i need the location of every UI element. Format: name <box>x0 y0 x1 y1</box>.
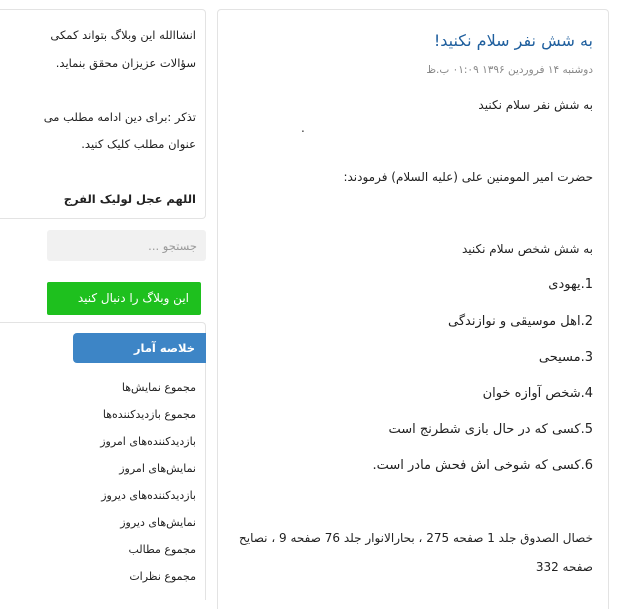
stat-item: مجموع نظرات <box>129 570 196 583</box>
post-line: به شش شخص سلام نکنید <box>461 242 593 256</box>
post-line: خصال الصدوق جلد 1 صفحه 275 ، بحارالانوار جلد 76 صفحه 9 ، نصایح <box>239 531 593 545</box>
about-line: اللهم عجل لولیک الفرج <box>63 192 196 206</box>
stat-item: بازدیدکننده‌های امروز <box>100 435 196 448</box>
post-line: به شش نفر سلام نکنید <box>478 98 593 112</box>
post-line: صفحه 332 <box>535 560 593 574</box>
stat-item: مجموع مطالب <box>128 543 196 556</box>
stats-box <box>0 322 206 600</box>
post-line: 5.کسی که در حال بازی شطرنج است <box>388 422 593 437</box>
post-line: 4.شخص آوازه خوان <box>482 386 593 401</box>
post-date: دوشنبه ۱۴ فروردین ۱۳۹۶ ۰۱:۰۹ ب.ظ <box>426 64 593 76</box>
post-title[interactable]: به شش نفر سلام نکنید! <box>433 31 593 50</box>
about-line: عنوان مطلب کلیک کنید. <box>81 137 196 151</box>
about-line: تذکر :برای دین ادامه مطلب می <box>43 110 196 124</box>
post-dot: . <box>301 121 305 135</box>
follow-blog-button[interactable]: این وبلاگ را دنبال کنید <box>47 282 201 315</box>
stat-item: نمایش‌های امروز <box>119 462 196 475</box>
stat-item: مجموع نمایش‌ها <box>121 381 196 394</box>
post-line: 2.اهل موسیقی و نوازندگی <box>448 314 593 329</box>
search-box <box>47 230 206 261</box>
post-line: حضرت امیر المومنین علی (علیه السلام) فرمودند: <box>343 170 593 184</box>
about-line: انشاالله این وبلاگ بتواند کمکی <box>50 28 196 42</box>
post-card <box>217 9 609 609</box>
stat-item: نمایش‌های دیروز <box>120 516 196 529</box>
post-line: 6.کسی که شوخی اش فحش مادر است. <box>372 458 593 473</box>
post-line: 3.مسیحی <box>538 350 593 365</box>
stat-item: بازدیدکننده‌های دیروز <box>101 489 196 502</box>
stat-item: مجموع بازدیدکننده‌ها <box>102 408 196 421</box>
post-line: 1.یهودی <box>548 277 593 292</box>
stats-title: خلاصه آمار <box>73 333 206 363</box>
sidebar-about-box <box>0 9 206 219</box>
search-input[interactable] <box>47 230 206 261</box>
about-line: سؤالات عزیزان محقق بنماید. <box>55 56 196 70</box>
